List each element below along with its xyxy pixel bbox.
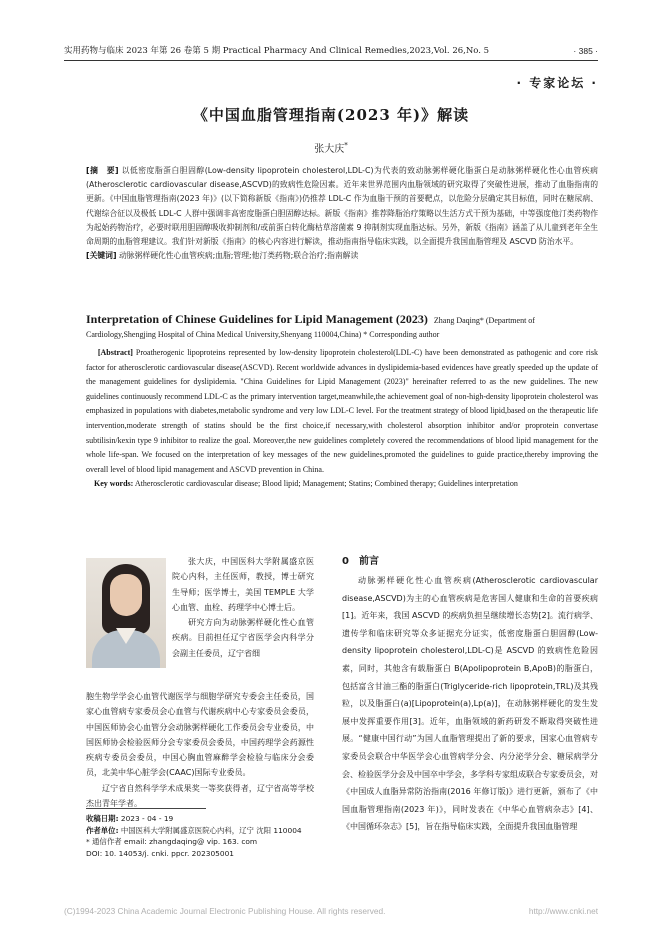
author-unit: 中国医科大学附属盛京医院心内科，辽宁 沈阳 110004 — [120, 825, 302, 835]
running-header-text: 实用药物与临床 2023 年第 26 卷第 5 期 Practical Pharmacy And Clinical Remedies,2023,Vol. 26,No. 5 — [64, 46, 490, 56]
received-line — [86, 813, 336, 825]
en-abstract — [86, 346, 598, 477]
english-block — [86, 312, 598, 492]
section-body: 动脉粥样硬化性心血管疾病(Atherosclerotic cardiovascular disease,ASCVD)为主的心血管疾病是危害国人健康和生命的首要疾病[1]。近年来，我国 ASCVD 的疾病负担呈继续增长态势[2]。流行病学、遗传学和临床研究等众多证据充分证实，低密度脂蛋白胆固醇(Low-density lipoprotein cholesterol,LDL-C)是 ASCVD 的致病性危险因素，同时，其他含有载脂蛋白 B(Apolipoprotein B,ApoB)的脂蛋白，包括富含甘油三酯的脂蛋白(Triglyceride-rich lipoprotein,TRL)及其残粒，以及脂蛋白(a)[Lipoprotein(a),Lp(a)]，在动脉粥样硬化的发生发展中发挥重要作用[3]。近年，血脂领域的新药研发不断取得突破性进展。“健康中国行动”为国人血脂管理提出了新的要求，国家心血管病专家委员会联合中华医学会心血管病学分会、内分泌学分会、糖尿病学分会、检验医学分会及中国卒中学会，多学科专家组成联合专家委员会，对《中国成人血脂异常防治指南(2016 年修订版)》进行更新，颁布了《中国血脂管理指南(2023 年)》，同时发表在《中华心血管病杂志》[4]、《中国循环杂志》[5]，旨在指导临床实践，全面提升我国血脂管理 — [342, 576, 598, 832]
footnote — [86, 813, 336, 859]
bio-award: 辽宁省自然科学学术成果奖一等奖获得者，辽宁省高等学校杰出青年学者。 — [86, 783, 314, 809]
cn-abstract-text: 以低密度脂蛋白胆固醇(Low-density lipoprotein cholesterol,LDL-C)为代表的致动脉粥样硬化脂蛋白是动脉粥样硬化性心血管疾病(Atherosclerotic cardiovascular disease,ASCVD)的致病性危险因素。近年来世界范围内血脂领域的研究取得了突破性进展，推动了血脂指南的更新。《中国血脂管理指南(2023 年)》(以下简称新版《指南》)仍推荐 LDL-C 作为血脂干预的首要靶点，以危险分层确定其目标值，同时在糖尿病、代谢综合征以及极低 LDL-C 人群中强调非高密度脂蛋白胆固醇达标。新版《指南》推荐降脂治疗策略以生活方式干预为基础，中等强度他汀类药物作为起始药物治疗，必要时联用胆固醇吸收抑制剂和/或前蛋白转化酶枯草溶菌素 9 抑制剂实现血脂达标。另外，新版《指南》涵盖了从儿童到老年全生命周期的血脂管理建议。我们针对新版《指南》的核心内容进行解读，推动指南指导临床实践，以全面提升我国血脂管理及 ASCVD 防治水平。 — [86, 166, 598, 247]
cn-keywords-label: [关键词] — [86, 251, 117, 261]
author-unit-label: 作者单位: — [86, 825, 119, 835]
page-number: · 385 · — [573, 46, 598, 56]
corresponding-line: * 通信作者 email: zhangdaqing@ vip. 163. com — [86, 837, 258, 846]
bio-side-para2: 研究方向为动脉粥样硬化性心血管疾病。目前担任辽宁省医学会内科学分会副主任委员，辽宁省细 — [172, 618, 314, 658]
author-line — [64, 140, 598, 155]
en-title: Interpretation of Chinese Guidelines for Lipid Management (2023) — [86, 312, 428, 326]
en-keywords-text: Atherosclerotic cardiovascular disease; Blood lipid; Management; Statins; Combined therapy; Guidelines interpretation — [134, 479, 518, 489]
article-title: 《中国血脂管理指南(2023 年)》解读 — [192, 106, 470, 124]
photo-face — [110, 574, 142, 616]
footer-link[interactable]: http://www.cnki.net — [528, 906, 598, 916]
en-keywords — [86, 477, 598, 492]
bio-full — [86, 689, 314, 811]
bio-side-para1: 张大庆，中国医科大学附属盛京医院心内科，主任医师，教授，博士研究生导师；医学博士，美国 TEMPLE 大学心血管、血栓、药理学中心博士后。 — [172, 557, 314, 612]
running-header — [64, 44, 598, 58]
cn-keywords — [86, 249, 598, 263]
doi-line: DOI: 10. 14053/j. cnki. ppcr. 202305001 — [86, 848, 234, 858]
page-footer — [64, 906, 598, 916]
en-abstract-label: [Abstract] — [97, 348, 133, 357]
cn-keywords-text: 动脉粥样硬化性心血管疾病;血脂;管理;他汀类药物;联合治疗;指南解读 — [119, 251, 359, 261]
author-unit-line — [86, 825, 336, 837]
footnote-rule — [86, 808, 206, 809]
en-affiliation: Zhang Daqing* (Department of Cardiology,Shengjing Hospital of China Medical University,Shenyang 110004,China) * Corresponding author — [86, 316, 535, 339]
received-date: 2023 - 04 - 19 — [120, 814, 174, 823]
author-photo — [86, 558, 166, 668]
section-tag: · 专家论坛 · — [516, 76, 598, 90]
cn-abstract — [86, 164, 598, 263]
en-abstract-text: Proatherogenic lipoproteins represented by low-density lipoprotein cholesterol(LDL-C) have been demonstrated as pathogenic and core risk factor for atherosclerotic cardiovascular disease(ASCVD). Recent worldwide advances in dyslipidemia-based evidences have greatly speeded up the update of the management guidelines for dyslipidemia. "China Guidelines for Lipid Management (2023)" hereinafter referred to as the new guidelines. The new guidelines continuously recommend LDL-C as the primary intervention target,meanwhile,the achievement goal of non-high-density lipoprotein cholesterol was emphasized in populations with diabetes,metabolic syndrome and very low LDL-C level. For the treatment strategy of blood lipid,based on the therapeutic life intervention,moderate strength of statins should be the first choice,if necessary,with cholesterol absorption inhibitor and/or proprotein convertase subtilisin/kexin type 9 inhibitor to realize the goal. Moreover,the new guidelines completely covered the recommendations of blood lipid management for the whole life-span. We focused on the interpretation of key messages of the new guidelines,promoted the guidelines to guide practice,thereby improving the overall level of blood lipid management and ASCVD prevention in China. — [86, 348, 599, 474]
author-mark: * — [344, 141, 348, 150]
bio-full-para: 胞生物学学会心血管代谢医学与细胞学研究专委会主任委员，国家心血管病专家委员会心血管与代谢疾病中心专家委员会委员，中国医师协会心血管分会动脉粥样硬化工作委员会专业委员，中国医师协会检验医师分会专家委员会委员，中国药理学会药源性疾病专委员会委员，中国心胸血管麻醉学会检验与临床分会委员，北美中华心脏学会(CAAC)国际专业委员。 — [86, 692, 314, 778]
author-name: 张大庆 — [314, 144, 345, 155]
intro-section — [342, 554, 598, 836]
section-heading: 0 前言 — [342, 556, 379, 567]
cn-abstract-label: [摘 要] — [86, 166, 119, 175]
header-rule — [64, 60, 598, 61]
en-keywords-label: Key words: — [94, 479, 134, 489]
copyright: (C)1994-2023 China Academic Journal Electronic Publishing House. All rights reserved. — [64, 906, 386, 916]
cn-abstract-body — [86, 164, 598, 249]
en-title-line — [86, 312, 598, 342]
received-label: 收稿日期: — [86, 814, 119, 823]
bio-side — [172, 554, 314, 661]
